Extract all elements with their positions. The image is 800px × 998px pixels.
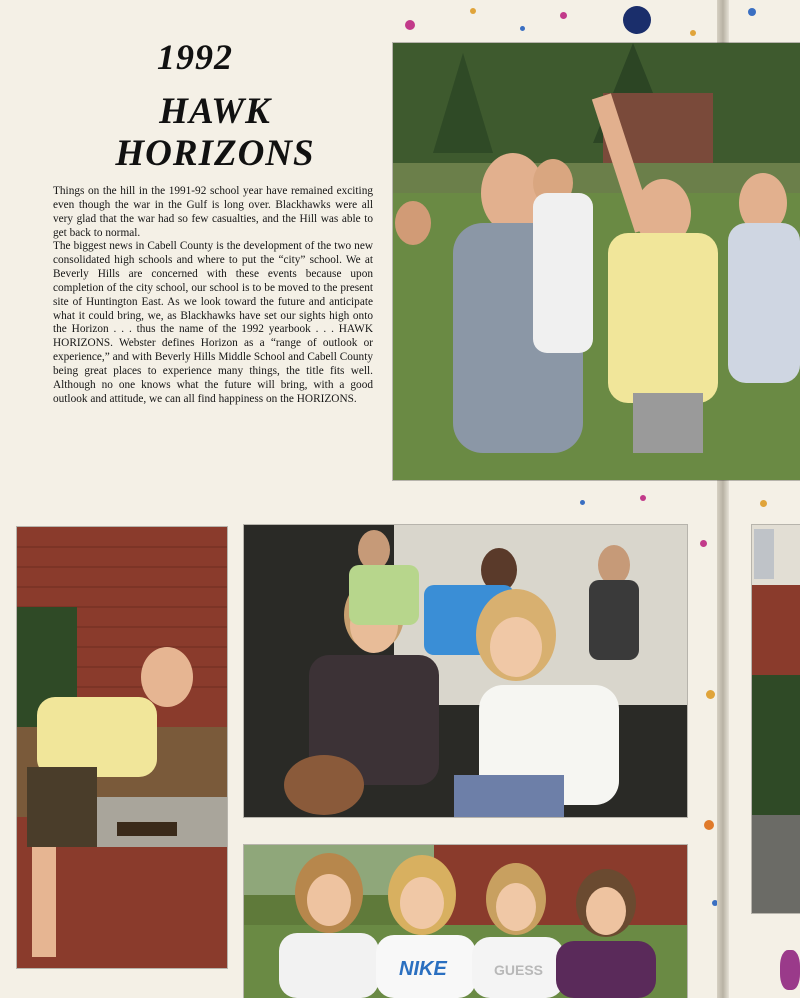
guess-shirt-text: GUESS: [494, 962, 544, 978]
photo-boy-by-wall: [17, 527, 227, 968]
article-paragraph-2: The biggest news in Cabell County is the development of the two new consolidated high schools and where to put the “city” school. We at Beverly Hills are concerned with these events because upon completion of the city school, our school is to be moved to the present site of Huntington East. As we look toward the future and anticipate what it could bring, we, as Blackhawks have set our sights high onto the Horizon . . . thus the name of the 1992 yearbook . . . HAWK HORIZONS. Webster defines Horizon as a “range of outlook or experience,” and with Beverly Hills Middle School and Cabell County being great places to experience many things, the title fits well. Although no one knows what the future will bring, with a good outlook and attitude, we can all find happiness on the HORIZONS.: [53, 240, 373, 405]
photo-right-partial: [752, 525, 800, 913]
title-line-1: HAWK: [159, 91, 271, 132]
article-body: [53, 185, 373, 407]
yearbook-year: 1992: [157, 37, 233, 77]
photo-students-waving: [393, 43, 800, 480]
photo-kids-sitting: [244, 525, 687, 817]
article-paragraph-1: Things on the hill in the 1991-92 school year have remained exciting even though the war in the Gulf is long over. Blackhawks were all very glad that the war had so few casualties, and the Hill was able to get back to normal.: [53, 185, 373, 239]
photo-four-girls: [244, 845, 687, 998]
title-line-2: HORIZONS: [115, 133, 315, 174]
nike-shirt-text: NIKE: [399, 958, 447, 980]
